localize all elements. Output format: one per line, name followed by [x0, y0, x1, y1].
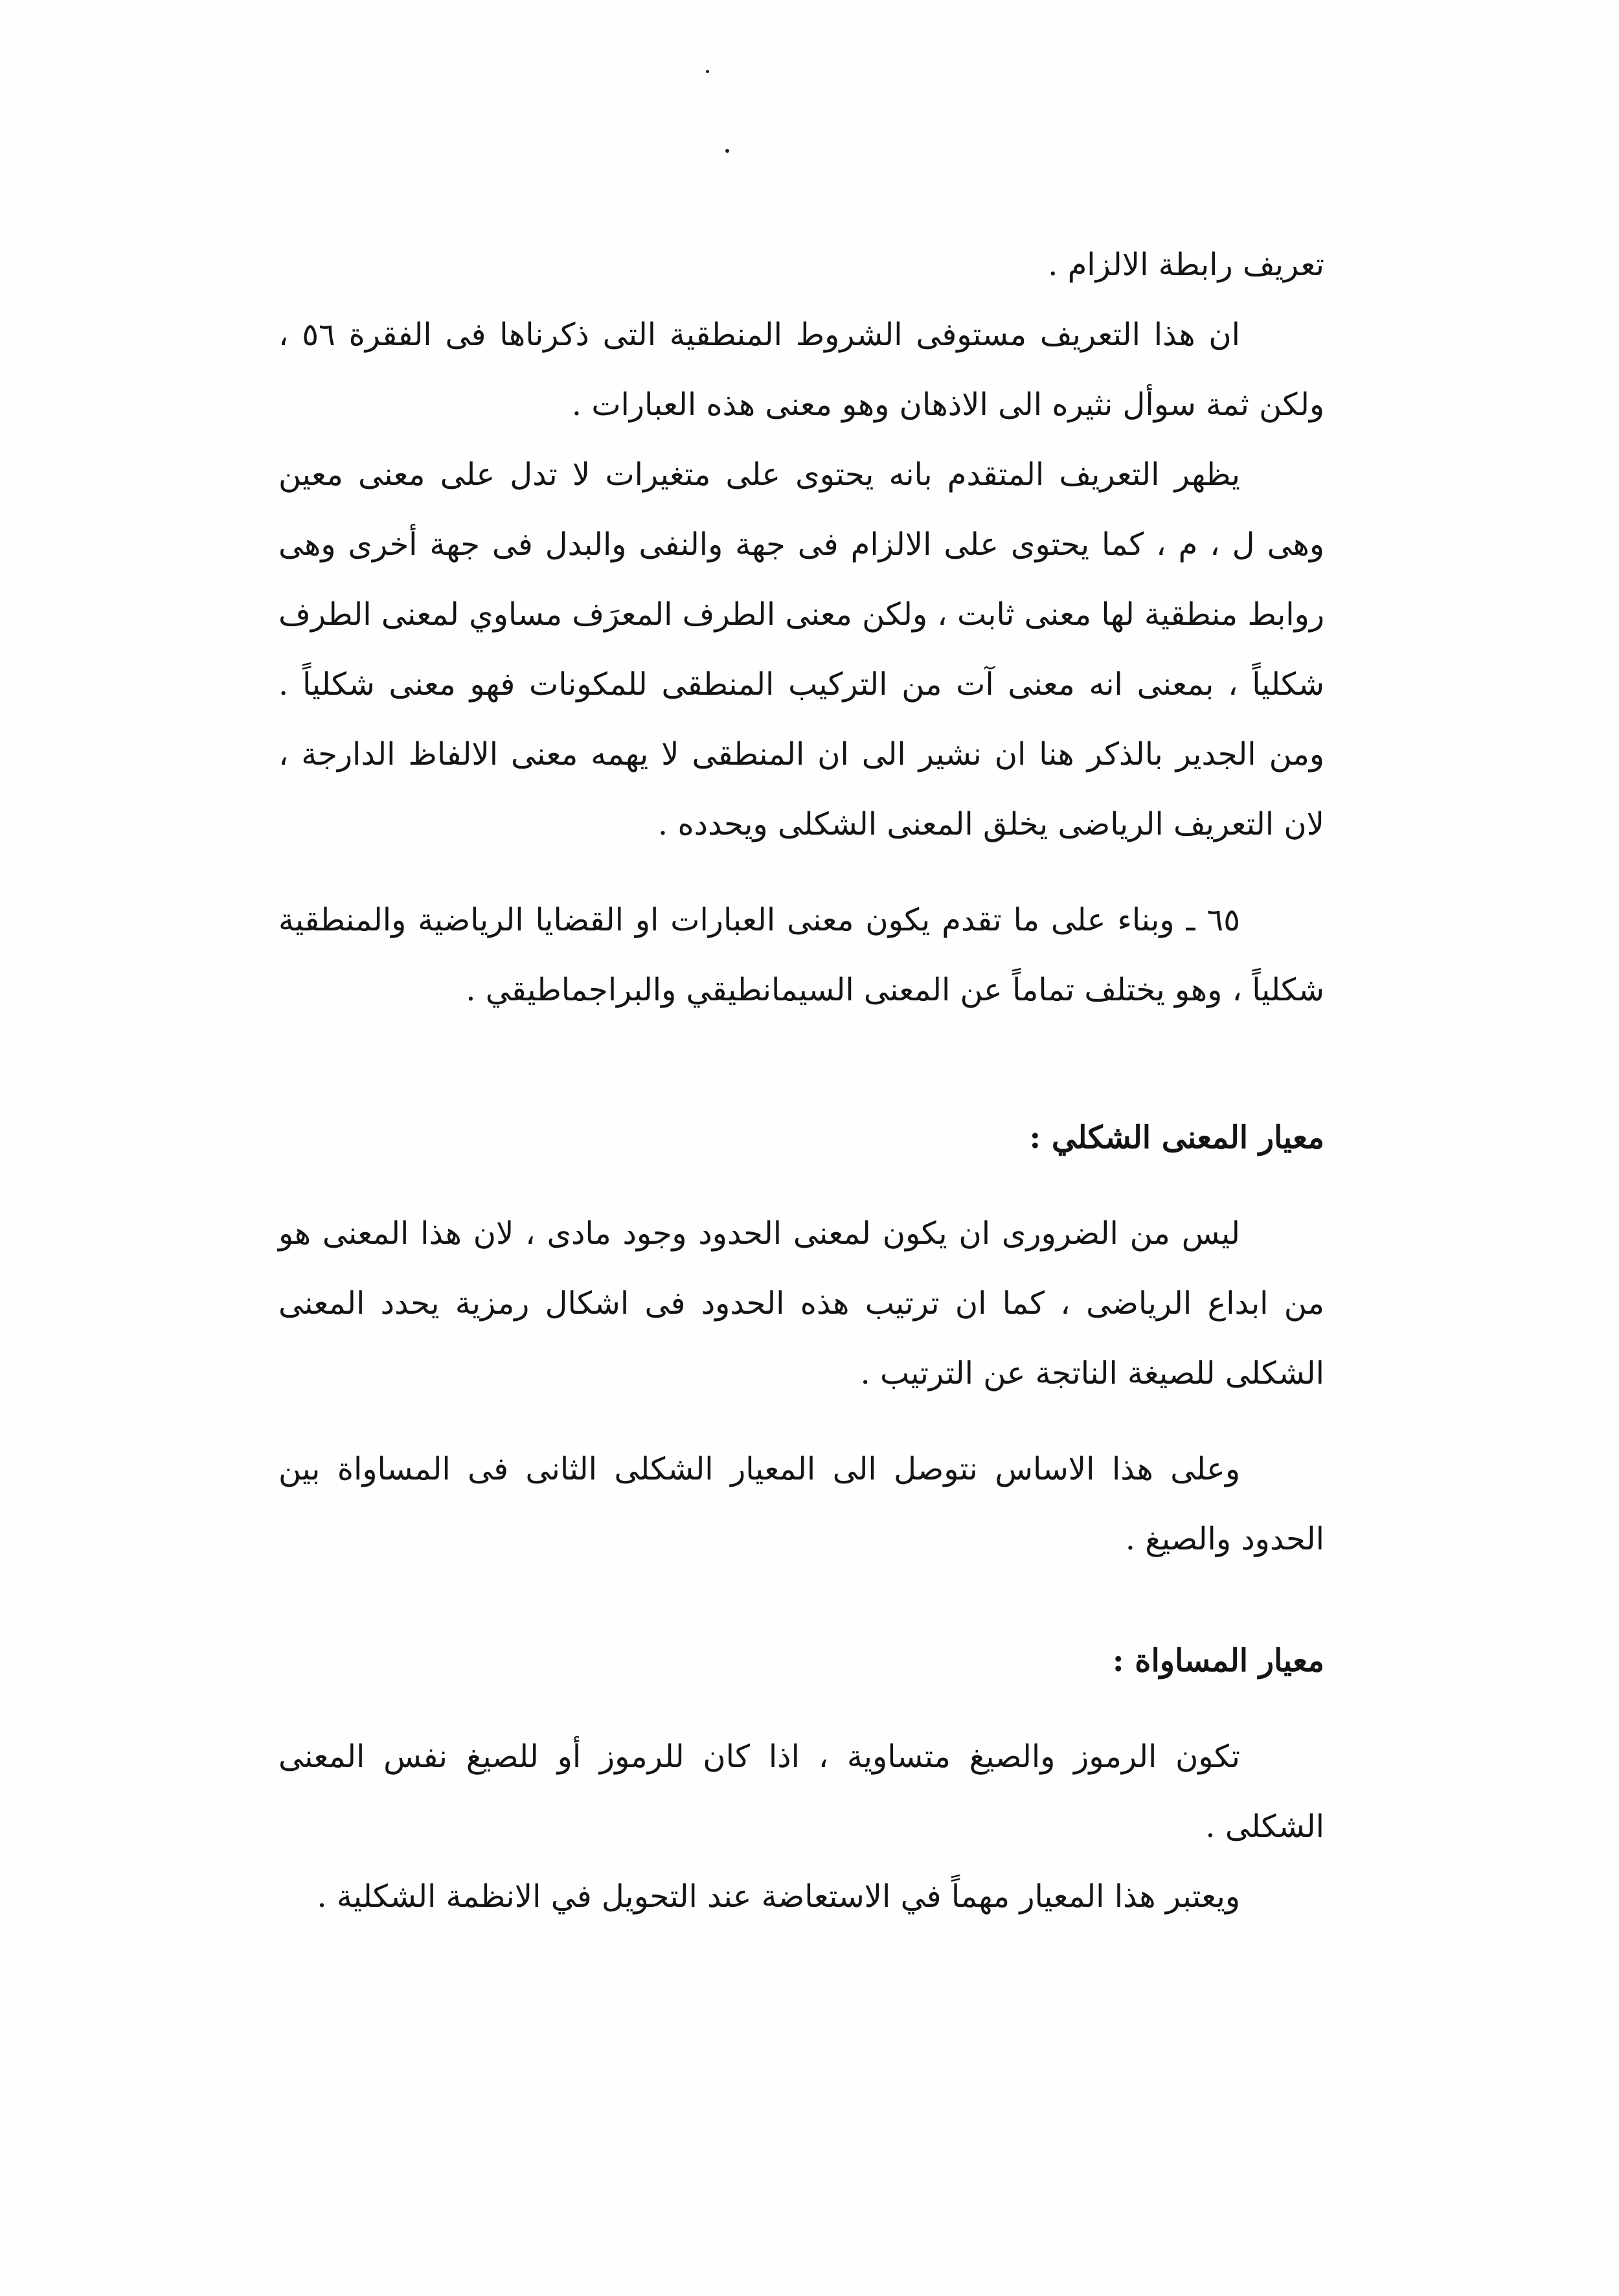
speck-mark	[725, 149, 729, 153]
body-text	[278, 230, 1324, 1931]
paragraph-2: ان هذا التعريف مستوفى الشروط المنطقية التى ذكرناها فى الفقرة ٥٦ ، ولكن ثمة سوأل نثيره الى الاذهان وهو معنى هذه العبارات .	[278, 317, 1324, 423]
paragraph-4: ٦٥ ـ وبناء على ما تقدم يكون معنى العبارات او القضايا الرياضية والمنطقية شكلياً ، وهو يختلف تماماً عن المعنى السيمانطيقي والبراجماطيقي .	[278, 902, 1324, 1008]
section-heading-formal-meaning: معيار المعنى الشكلي :	[1029, 1120, 1324, 1156]
paragraph-7: تكون الرموز والصيغ متساوية ، اذا كان للرموز أو للصيغ نفس المعنى الشكلى .	[278, 1739, 1324, 1845]
paragraph-8: ويعتبر هذا المعيار مهماً في الاستعاضة عند التحويل في الانظمة الشكلية .	[317, 1878, 1240, 1915]
paragraph-1: تعريف رابطة الالزام .	[1048, 247, 1324, 283]
section-heading-equality: معيار المساواة :	[1112, 1643, 1324, 1679]
paragraph-3: يظهر التعريف المتقدم بانه يحتوى على متغيرات لا تدل على معنى معين وهى ل ، م ، كما يحتوى على الالزام فى جهة والنفى والبدل فى جهة أخرى وهى روابط منطقية لها معنى ثابت ، ولكن معنى الطرف المعرَف مساوي لمعنى الطرف شكلياً ، بمعنى انه معنى آت من التركيب المنطقى للمكونات فهو معنى شكلياً . ومن الجدير بالذكر هنا ان نشير الى ان المنطقى لا يهمه معنى الالفاظ الدارجة ، لان التعريف الرياضى يخلق المعنى الشكلى ويحدده .	[278, 456, 1325, 842]
paragraph-5: ليس من الضرورى ان يكون لمعنى الحدود وجود مادى ، لان هذا المعنى هو من ابداع الرياضى ، كما ان ترتيب هذه الحدود فى اشكال رمزية يحدد المعنى الشكلى للصيغة الناتجة عن الترتيب .	[278, 1215, 1324, 1391]
paragraph-6: وعلى هذا الاساس نتوصل الى المعيار الشكلى الثانى فى المساواة بين الحدود والصيغ .	[278, 1451, 1324, 1557]
speck-mark	[706, 70, 709, 73]
